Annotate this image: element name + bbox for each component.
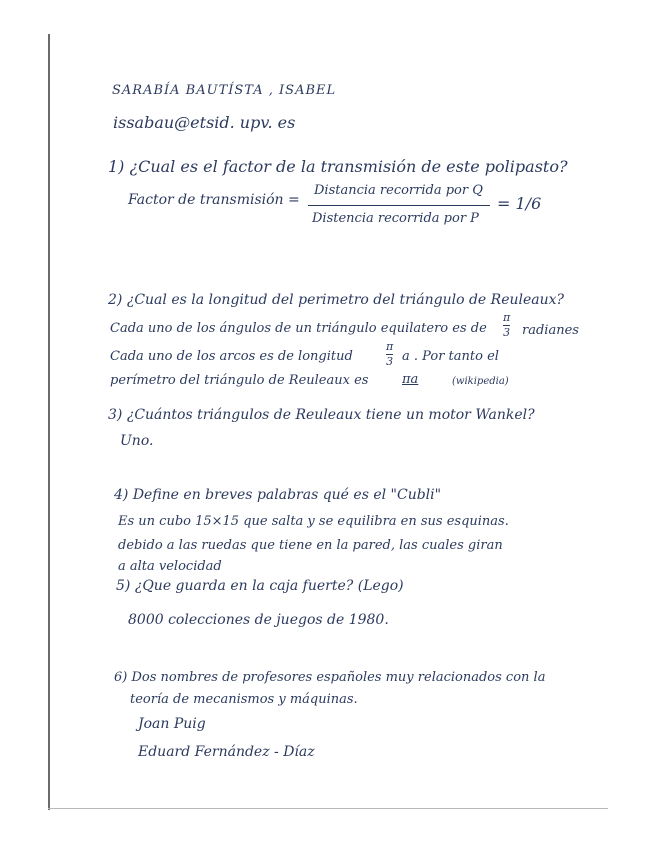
q1-fraction-bar (308, 205, 490, 206)
student-email: issabau@etsid. upv. es (113, 113, 296, 132)
q2-source: (wikipedia) (452, 376, 509, 387)
question-5: 5) ¿Que guarda en la caja fuerte? (Lego) (116, 578, 404, 594)
q4-line-1: Es un cubo 15×15 que salta y se equilibra en sus esquinas. (118, 514, 509, 529)
q2-line-1: Cada uno de los ángulos de un triángulo equilatero es de (110, 321, 487, 336)
q4-line-2: debido a las ruedas que tiene en la pared, las cuales giran (118, 538, 503, 553)
q2-line-2-frac-num: π (386, 340, 394, 353)
q2-line-2-end: a . Por tanto el (402, 349, 499, 364)
student-name: SARABÍA BAUTÍSTA , ISABEL (112, 83, 337, 98)
question-4: 4) Define en breves palabras qué es el "Cubli" (114, 487, 442, 503)
q3-answer: Uno. (120, 433, 154, 449)
question-3: 3) ¿Cuántos triángulos de Reuleaux tiene un motor Wankel? (108, 407, 535, 423)
q2-line-1-frac-den: 3 (503, 325, 511, 339)
q4-line-3: a alta velocidad (118, 559, 222, 574)
question-6-line-1: 6) Dos nombres de profesores españoles muy relacionados con la (114, 670, 546, 685)
q1-denominator: Distencia recorrida por P (312, 211, 479, 226)
q2-line-1-end: radianes (522, 323, 579, 338)
q6-answer-1: Joan Puig (138, 716, 206, 732)
question-2: 2) ¿Cual es la longitud del perimetro del triángulo de Reuleaux? (108, 292, 565, 308)
question-6-line-2: teoría de mecanismos y máquinas. (130, 692, 358, 707)
q1-result: = 1/6 (497, 194, 542, 213)
question-1: 1) ¿Cual es el factor de la transmisión de este polipasto? (108, 157, 568, 176)
q2-line-1-fraction (503, 312, 510, 338)
q2-line-2: Cada uno de los arcos es de longitud (110, 349, 353, 364)
q2-line-1-frac-num: π (503, 311, 511, 324)
q5-answer: 8000 colecciones de juegos de 1980. (128, 612, 389, 628)
paper-left-edge (48, 34, 50, 810)
q1-numerator: Distancia recorrida por Q (314, 183, 483, 198)
paper-bottom-edge (48, 808, 608, 809)
q1-label: Factor de transmisión = (128, 192, 300, 208)
q6-answer-2: Eduard Fernández - Díaz (138, 744, 315, 760)
q2-answer: πa (402, 372, 419, 387)
q2-line-3: perímetro del triángulo de Reuleaux es (110, 373, 369, 388)
q2-line-2-frac-den: 3 (386, 354, 394, 368)
q2-line-2-fraction (386, 341, 393, 367)
